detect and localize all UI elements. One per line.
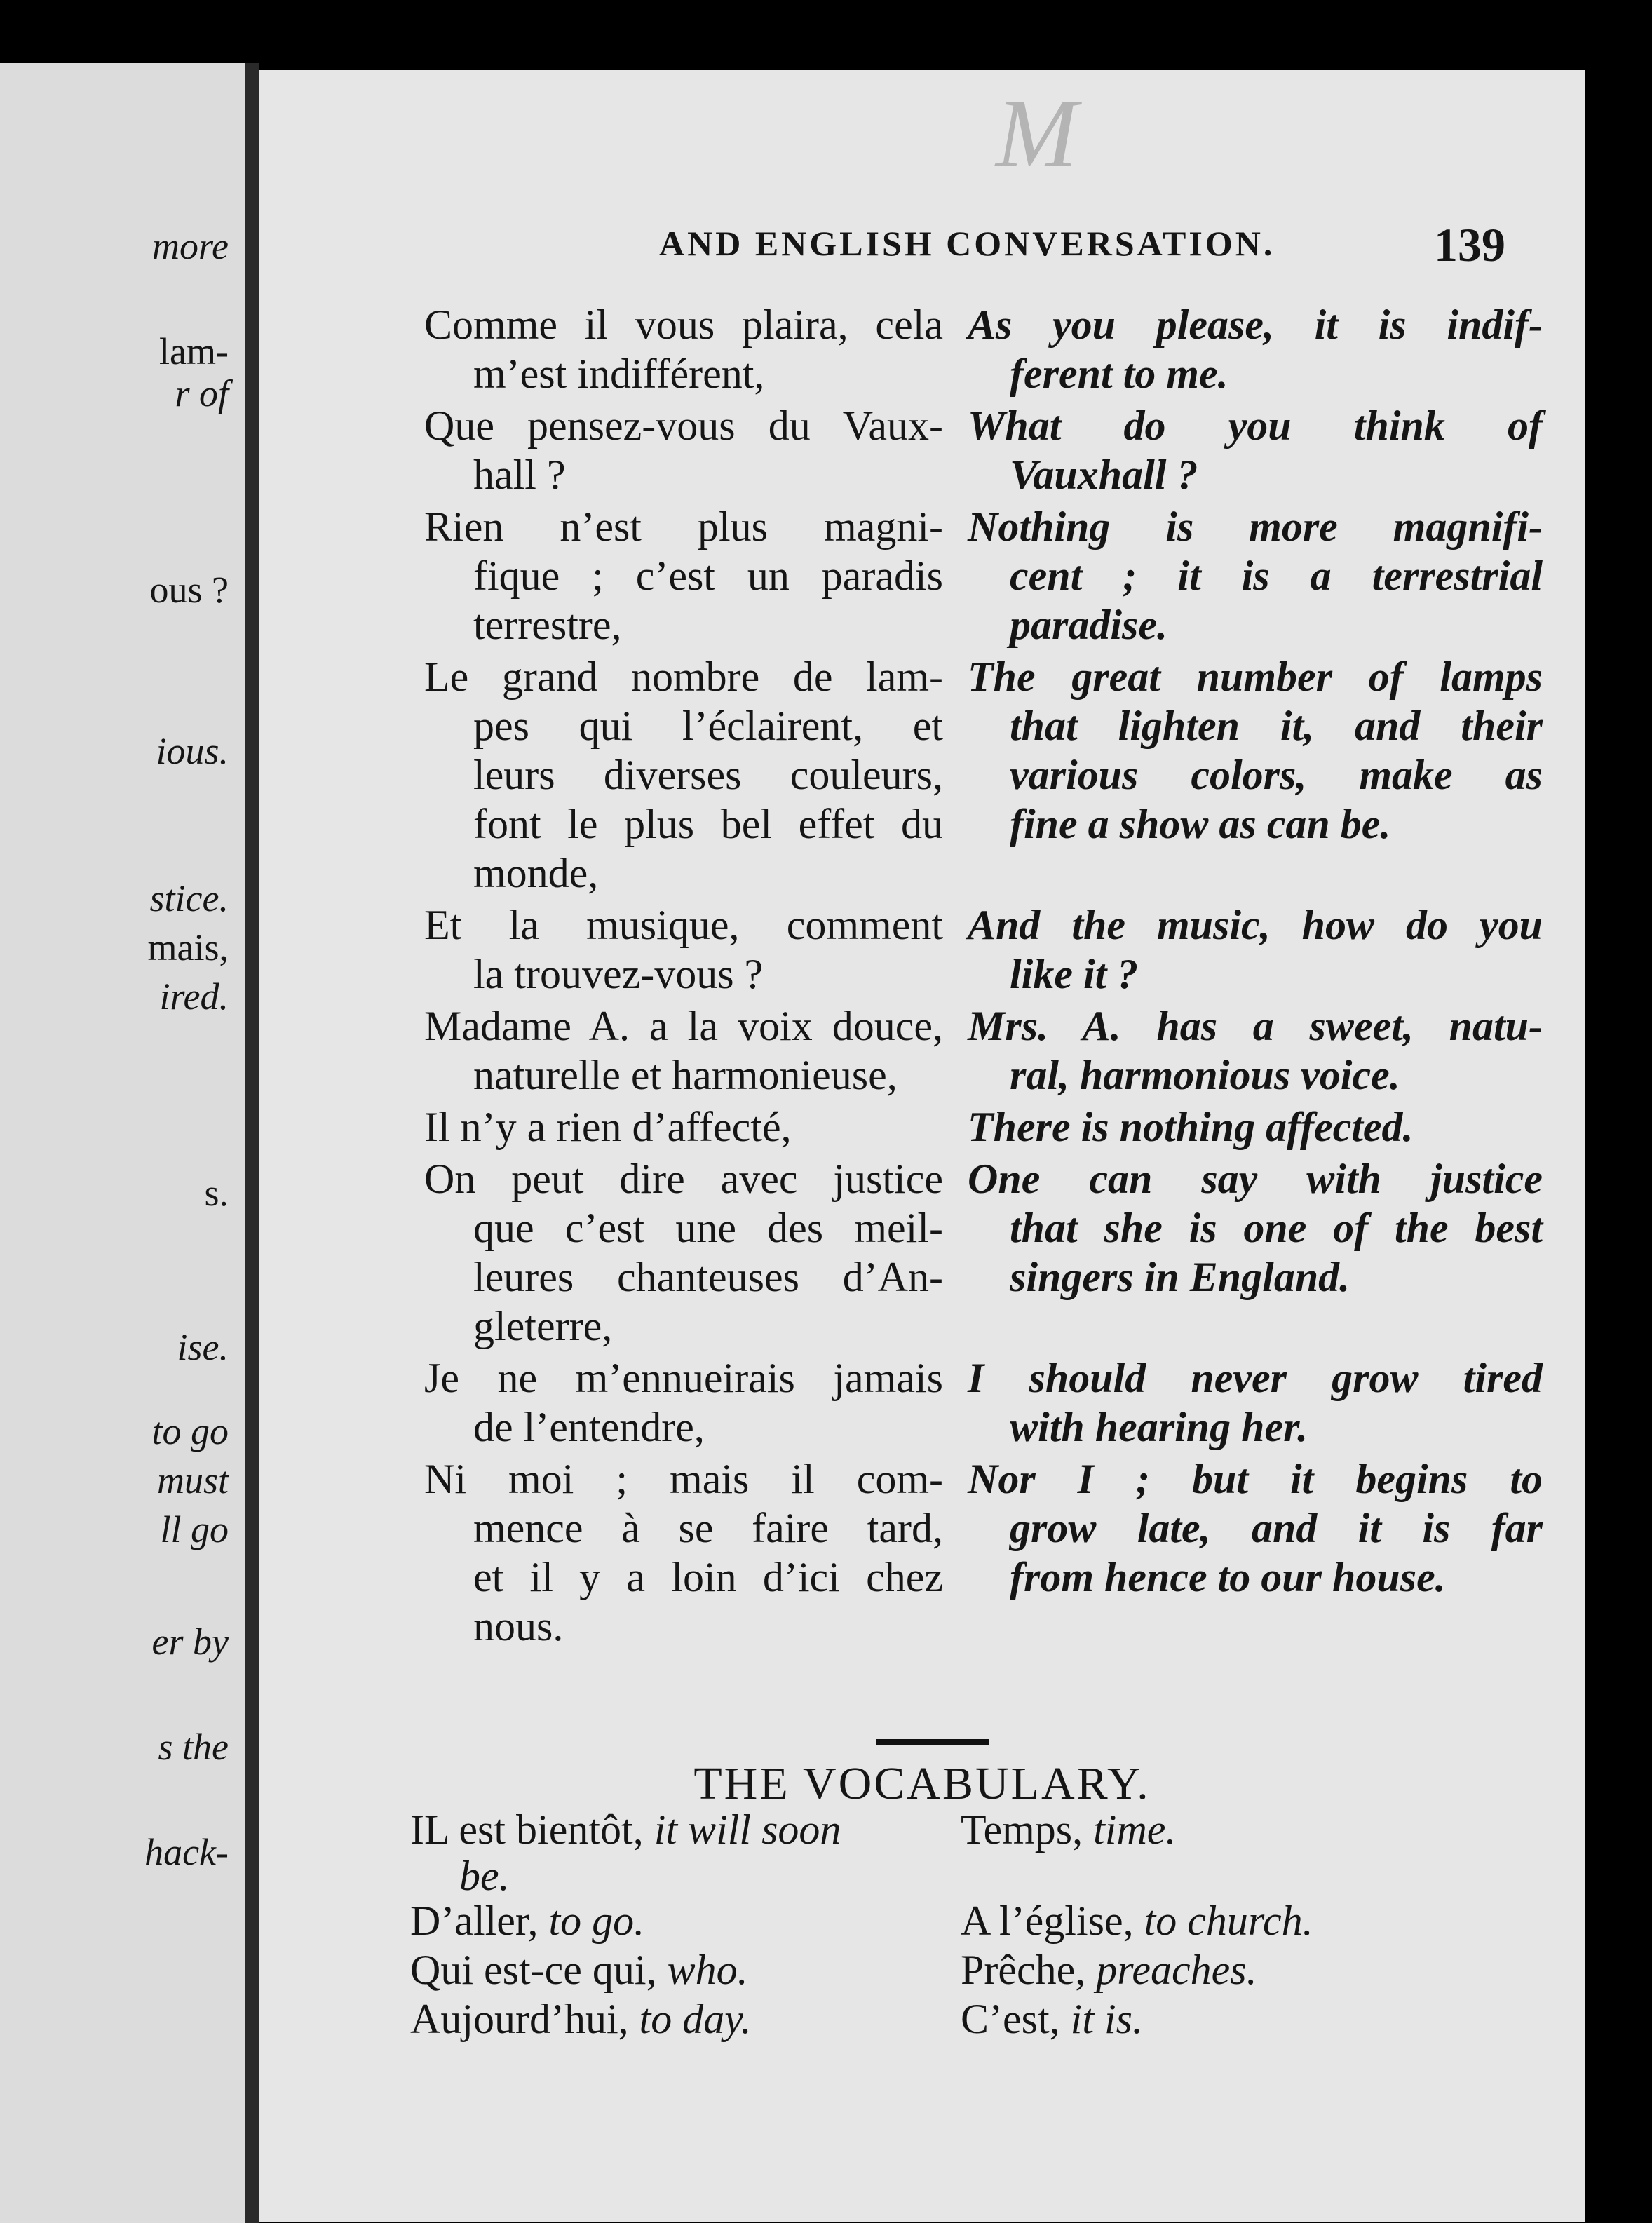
prev-page-text: ise. xyxy=(177,1326,229,1368)
french-line: fique ; c’est un paradis xyxy=(473,553,943,599)
english-line: cent ; it is a terrestrial xyxy=(1010,553,1543,599)
english-line: paradise. xyxy=(1010,602,1167,648)
vocab-english: to day. xyxy=(639,1996,752,2042)
english-line: various colors, make as xyxy=(1010,752,1543,798)
vocabulary-entry xyxy=(961,1898,1313,1944)
french-line: m’est indifférent, xyxy=(473,351,765,397)
vocab-french: Temps, xyxy=(961,1806,1094,1853)
vocabulary-entry xyxy=(410,1996,752,2042)
vocabulary-entry xyxy=(961,1947,1257,1993)
english-line: I should never grow tired xyxy=(968,1355,1543,1401)
english-line: And the music, how do you xyxy=(968,902,1543,948)
prev-page-text: ll go xyxy=(160,1508,229,1550)
french-line: On peut dire avec justice xyxy=(424,1156,943,1202)
french-line: gleterre, xyxy=(473,1303,613,1349)
vocabulary-entry xyxy=(961,1996,1143,2042)
page-number: 139 xyxy=(1434,218,1505,271)
prev-page-text: lam- xyxy=(159,330,229,372)
vocab-english: it will soon xyxy=(654,1806,841,1853)
vocab-english: preaches. xyxy=(1096,1947,1257,1993)
english-line: ral, harmonious voice. xyxy=(1010,1052,1400,1098)
prev-page-text: er by xyxy=(151,1621,229,1663)
vocab-french: C’est, xyxy=(961,1996,1071,2042)
prev-page-text: must xyxy=(156,1459,229,1501)
english-line: fine a show as can be. xyxy=(1010,801,1391,847)
vocab-french: Aujourd’hui, xyxy=(410,1996,639,2042)
scan-border xyxy=(1585,70,1652,2222)
vocab-english-cont: be. xyxy=(459,1853,510,1899)
handwritten-mark: M xyxy=(996,79,1078,188)
previous-page-fragment xyxy=(0,63,245,2223)
prev-page-text: stice. xyxy=(149,877,229,919)
french-line: leures chanteuses d’An- xyxy=(473,1254,943,1300)
english-line: What do you think of xyxy=(968,403,1543,449)
prev-page-text: hack- xyxy=(144,1831,229,1873)
french-line: pes qui l’éclairent, et xyxy=(473,703,943,749)
french-line: la trouvez-vous ? xyxy=(473,951,764,997)
vocabulary-entry xyxy=(410,1806,841,1853)
french-line: hall ? xyxy=(473,452,566,498)
french-line: leurs diverses couleurs, xyxy=(473,752,943,798)
page-gutter xyxy=(245,63,259,2223)
vocab-french: A l’église, xyxy=(961,1898,1144,1944)
prev-page-text: to go xyxy=(151,1410,229,1452)
prev-page-text: more xyxy=(152,225,229,267)
french-line: de l’entendre, xyxy=(473,1404,705,1450)
english-line: that lighten it, and their xyxy=(1010,703,1543,749)
french-line: et il y a loin d’ici chez xyxy=(473,1554,943,1600)
french-line: nous. xyxy=(473,1603,564,1649)
french-line: mence à se faire tard, xyxy=(473,1505,943,1551)
vocabulary-title: THE VOCABULARY. xyxy=(693,1758,1151,1809)
vocab-english: who. xyxy=(667,1947,748,1993)
english-line: There is nothing affected. xyxy=(968,1104,1414,1150)
prev-page-text: s. xyxy=(204,1172,229,1214)
english-line: Vauxhall ? xyxy=(1010,452,1198,498)
english-line: ferent to me. xyxy=(1010,351,1228,397)
prev-page-text: ired. xyxy=(159,975,229,1018)
prev-page-text: s the xyxy=(158,1726,229,1768)
vocab-english: time. xyxy=(1093,1806,1177,1853)
prev-page-text: ious. xyxy=(156,730,229,772)
french-line: que c’est une des meil- xyxy=(473,1205,943,1251)
french-line: naturelle et harmonieuse, xyxy=(473,1052,898,1098)
running-title: AND ENGLISH CONVERSATION. xyxy=(659,224,1275,263)
english-line: with hearing her. xyxy=(1010,1404,1308,1450)
english-line: As you please, it is indif- xyxy=(968,302,1543,348)
english-line: grow late, and it is far xyxy=(1010,1505,1543,1551)
vocab-english: to go. xyxy=(548,1898,645,1944)
english-line: that she is one of the best xyxy=(1010,1205,1543,1251)
french-line: monde, xyxy=(473,850,599,896)
french-line: Comme il vous plaira, cela xyxy=(424,302,943,348)
english-line: Nor I ; but it begins to xyxy=(968,1456,1543,1502)
vocab-english: to church. xyxy=(1144,1898,1313,1944)
prev-page-text: mais, xyxy=(147,926,229,968)
english-line: The great number of lamps xyxy=(968,654,1543,700)
vocab-english: it is. xyxy=(1070,1996,1144,2042)
french-line: Le grand nombre de lam- xyxy=(424,654,943,700)
vocab-french: D’aller, xyxy=(410,1898,549,1944)
french-line: Que pensez-vous du Vaux- xyxy=(424,403,943,449)
french-line: Et la musique, comment xyxy=(424,902,943,948)
english-line: Nothing is more magnifi- xyxy=(968,504,1543,550)
french-line: Ni moi ; mais il com- xyxy=(424,1456,943,1502)
french-line: Rien n’est plus magni- xyxy=(424,504,943,550)
vocabulary-entry xyxy=(410,1947,748,1993)
vocab-french: Qui est-ce qui, xyxy=(410,1947,668,1993)
french-line: terrestre, xyxy=(473,602,622,648)
vocabulary-entry xyxy=(410,1898,644,1944)
french-line: Madame A. a la voix douce, xyxy=(424,1003,943,1049)
running-header xyxy=(259,218,1585,293)
english-line: One can say with justice xyxy=(968,1156,1543,1202)
section-rule xyxy=(876,1739,989,1745)
french-line: Il n’y a rien d’affecté, xyxy=(424,1104,792,1150)
english-line: like it ? xyxy=(1010,951,1139,997)
book-page xyxy=(259,70,1585,2222)
prev-page-text: ous ? xyxy=(149,569,229,611)
french-line: font le plus bel effet du xyxy=(473,801,943,847)
english-line: from hence to our house. xyxy=(1010,1554,1446,1600)
vocab-french: IL est bientôt, xyxy=(410,1806,654,1853)
prev-page-text: r of xyxy=(175,372,229,414)
english-line: singers in England. xyxy=(1010,1254,1350,1300)
french-line: Je ne m’ennueirais jamais xyxy=(424,1355,943,1401)
english-line: Mrs. A. has a sweet, natu- xyxy=(968,1003,1543,1049)
vocabulary-entry xyxy=(961,1806,1176,1853)
vocab-french: Prêche, xyxy=(961,1947,1097,1993)
